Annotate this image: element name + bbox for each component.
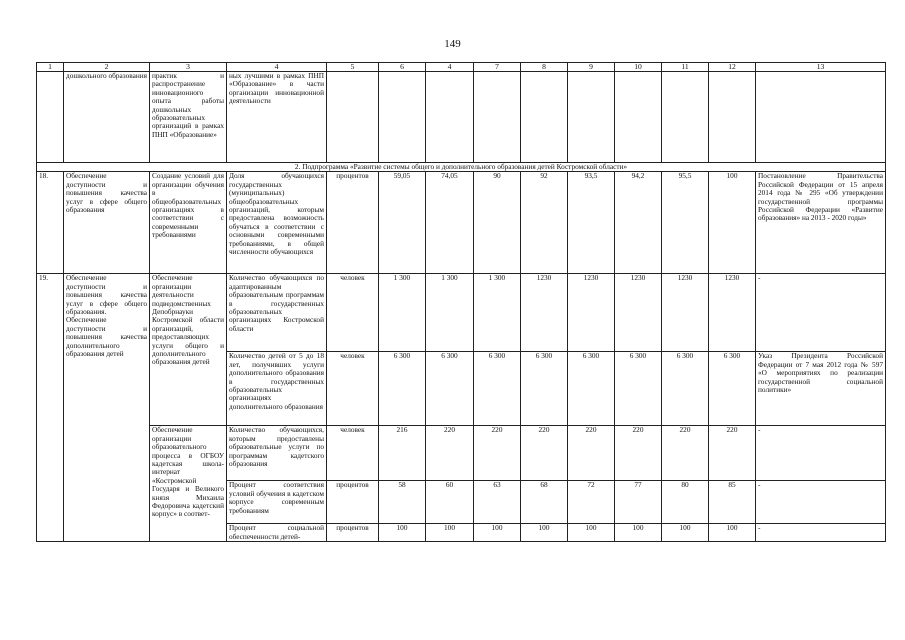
table-cell xyxy=(756,72,886,163)
table-cell xyxy=(379,72,426,163)
value-cell: 1230 xyxy=(662,274,709,352)
table-cell: - xyxy=(756,481,886,524)
value-cell: 100 xyxy=(521,524,568,542)
table-cell xyxy=(662,72,709,163)
value-cell: 6 300 xyxy=(709,352,756,426)
value-cell: 100 xyxy=(474,524,521,542)
value-cell: 100 xyxy=(662,524,709,542)
table-row xyxy=(37,274,886,352)
value-cell: 6 300 xyxy=(568,352,615,426)
table-cell xyxy=(615,72,662,163)
table-cell: Количество обучающихся по адаптированным образовательным программам в государственных образовательных организациях Костромской области xyxy=(227,274,327,352)
value-cell: 59,05 xyxy=(379,172,426,274)
value-cell: 1230 xyxy=(568,274,615,352)
unit-cell: человек xyxy=(327,352,379,426)
table-cell: Обеспечение организации деятельности подведомственных Депобрнауки Костромской области организаций, предоставляющих услуги общего и дополнительного образования детей xyxy=(150,274,227,426)
value-cell: 220 xyxy=(615,426,662,481)
unit-cell: процентов xyxy=(327,524,379,542)
row-number: 19. xyxy=(37,274,64,542)
value-cell: 220 xyxy=(426,426,474,481)
value-cell: 1230 xyxy=(521,274,568,352)
value-cell: 100 xyxy=(426,524,474,542)
table-cell: Процент социальной обеспеченности детей- xyxy=(227,524,327,542)
value-cell: 95,5 xyxy=(662,172,709,274)
table-row xyxy=(37,72,886,163)
table-cell xyxy=(426,72,474,163)
value-cell: 58 xyxy=(379,481,426,524)
value-cell: 63 xyxy=(474,481,521,524)
page-number: 149 xyxy=(444,38,461,50)
value-cell: 100 xyxy=(379,524,426,542)
col-header: 6 xyxy=(379,63,426,72)
value-cell: 1 300 xyxy=(379,274,426,352)
value-cell: 60 xyxy=(426,481,474,524)
col-header: 9 xyxy=(568,63,615,72)
table-cell: Постановление Правительства Российской Федерации от 15 апреля 2014 года № 295 «Об утверждении государственной программы Российской Федерации «Развитие образования» на 2013 - 2020 годы» xyxy=(756,172,886,274)
table-cell: ных лучшими в рамках ПНП «Образование» в части организации инновационной деятельности xyxy=(227,72,327,163)
col-header: 7 xyxy=(474,63,521,72)
value-cell: 6 300 xyxy=(615,352,662,426)
unit-cell: человек xyxy=(327,274,379,352)
value-cell: 6 300 xyxy=(379,352,426,426)
table-cell: Количество детей от 5 до 18 лет, получивших услуги дополнительного образования в государственных образовательных организациях дополнительного образования xyxy=(227,352,327,426)
value-cell: 6 300 xyxy=(662,352,709,426)
table-cell: дошкольного образования xyxy=(64,72,150,163)
col-header: 11 xyxy=(662,63,709,72)
table-cell xyxy=(709,72,756,163)
value-cell: 1 300 xyxy=(426,274,474,352)
table-cell: Обеспечение организации образовательного процесса в ОГБОУ кадетская школа-интернат «Костромской Государя и Великого князя Михаила Федоровича кадетский корпус» в соответ- xyxy=(150,426,227,542)
col-header: 2 xyxy=(64,63,150,72)
col-header: 13 xyxy=(756,63,886,72)
table-cell xyxy=(37,72,64,163)
col-header: 5 xyxy=(327,63,379,72)
unit-cell: процентов xyxy=(327,481,379,524)
value-cell: 74,05 xyxy=(426,172,474,274)
value-cell: 220 xyxy=(568,426,615,481)
value-cell: 220 xyxy=(521,426,568,481)
table-cell: - xyxy=(756,524,886,542)
col-header: 12 xyxy=(709,63,756,72)
table-cell: - xyxy=(756,426,886,481)
value-cell: 100 xyxy=(615,524,662,542)
value-cell: 92 xyxy=(521,172,568,274)
table-cell: - xyxy=(756,274,886,352)
indicators-table xyxy=(36,62,886,542)
table-cell: Обеспечение доступности и повышения качества услуг в сфере общего образования xyxy=(64,172,150,274)
table-row xyxy=(37,426,886,481)
subprogram-row xyxy=(37,163,886,172)
table-cell: Указ Президента Российской Федерации от 7 мая 2012 года № 597 «О мероприятиях по реализации государственной социальной политики» xyxy=(756,352,886,426)
value-cell: 100 xyxy=(709,524,756,542)
value-cell: 1230 xyxy=(709,274,756,352)
unit-cell: человек xyxy=(327,426,379,481)
value-cell: 6 300 xyxy=(474,352,521,426)
table-cell: Количество обучающихся, которым предоставлены образовательные услуги по программам кадетского образования xyxy=(227,426,327,481)
header-row xyxy=(37,63,886,72)
table-cell: практик и распространение инновационного опыта работы дошкольных образовательных организаций в рамках ПНП «Образование» xyxy=(150,72,227,163)
col-header: 10 xyxy=(615,63,662,72)
col-header: 8 xyxy=(521,63,568,72)
value-cell: 100 xyxy=(568,524,615,542)
table-cell: Обеспечение доступности и повышения качества услуг в сфере общего образования. Обеспечение доступности и повышения качества дополнительного образования детей xyxy=(64,274,150,542)
value-cell: 77 xyxy=(615,481,662,524)
table-cell: Доля обучающихся государственных (муниципальных) общеобразовательных организаций, которым предоставлена возможность обучаться в соответствии с основными современными требованиями, в общей численности обучающихся xyxy=(227,172,327,274)
table-row xyxy=(37,172,886,274)
value-cell: 216 xyxy=(379,426,426,481)
value-cell: 6 300 xyxy=(426,352,474,426)
unit-cell: процентов xyxy=(327,172,379,274)
table-cell: Процент соответствия условий обучения в кадетском корпусе современным требованиям xyxy=(227,481,327,524)
value-cell: 6 300 xyxy=(521,352,568,426)
value-cell: 220 xyxy=(709,426,756,481)
col-header: 4 xyxy=(426,63,474,72)
subprogram-title: 2. Подпрограмма «Развитие системы общего и дополнительного образования детей Костромской области» xyxy=(37,163,886,172)
table-cell xyxy=(521,72,568,163)
table-cell xyxy=(568,72,615,163)
value-cell: 220 xyxy=(474,426,521,481)
value-cell: 85 xyxy=(709,481,756,524)
value-cell: 94,2 xyxy=(615,172,662,274)
value-cell: 72 xyxy=(568,481,615,524)
value-cell: 1 300 xyxy=(474,274,521,352)
value-cell: 90 xyxy=(474,172,521,274)
col-header: 1 xyxy=(37,63,64,72)
table-cell xyxy=(474,72,521,163)
value-cell: 1230 xyxy=(615,274,662,352)
row-number: 18. xyxy=(37,172,64,274)
value-cell: 68 xyxy=(521,481,568,524)
col-header: 3 xyxy=(150,63,227,72)
value-cell: 220 xyxy=(662,426,709,481)
table-cell xyxy=(327,72,379,163)
value-cell: 80 xyxy=(662,481,709,524)
value-cell: 100 xyxy=(709,172,756,274)
col-header: 4 xyxy=(227,63,327,72)
value-cell: 93,5 xyxy=(568,172,615,274)
table-cell: Создание условий для организации обучения в общеобразовательных организациях в соответствии с современными требованиями xyxy=(150,172,227,274)
